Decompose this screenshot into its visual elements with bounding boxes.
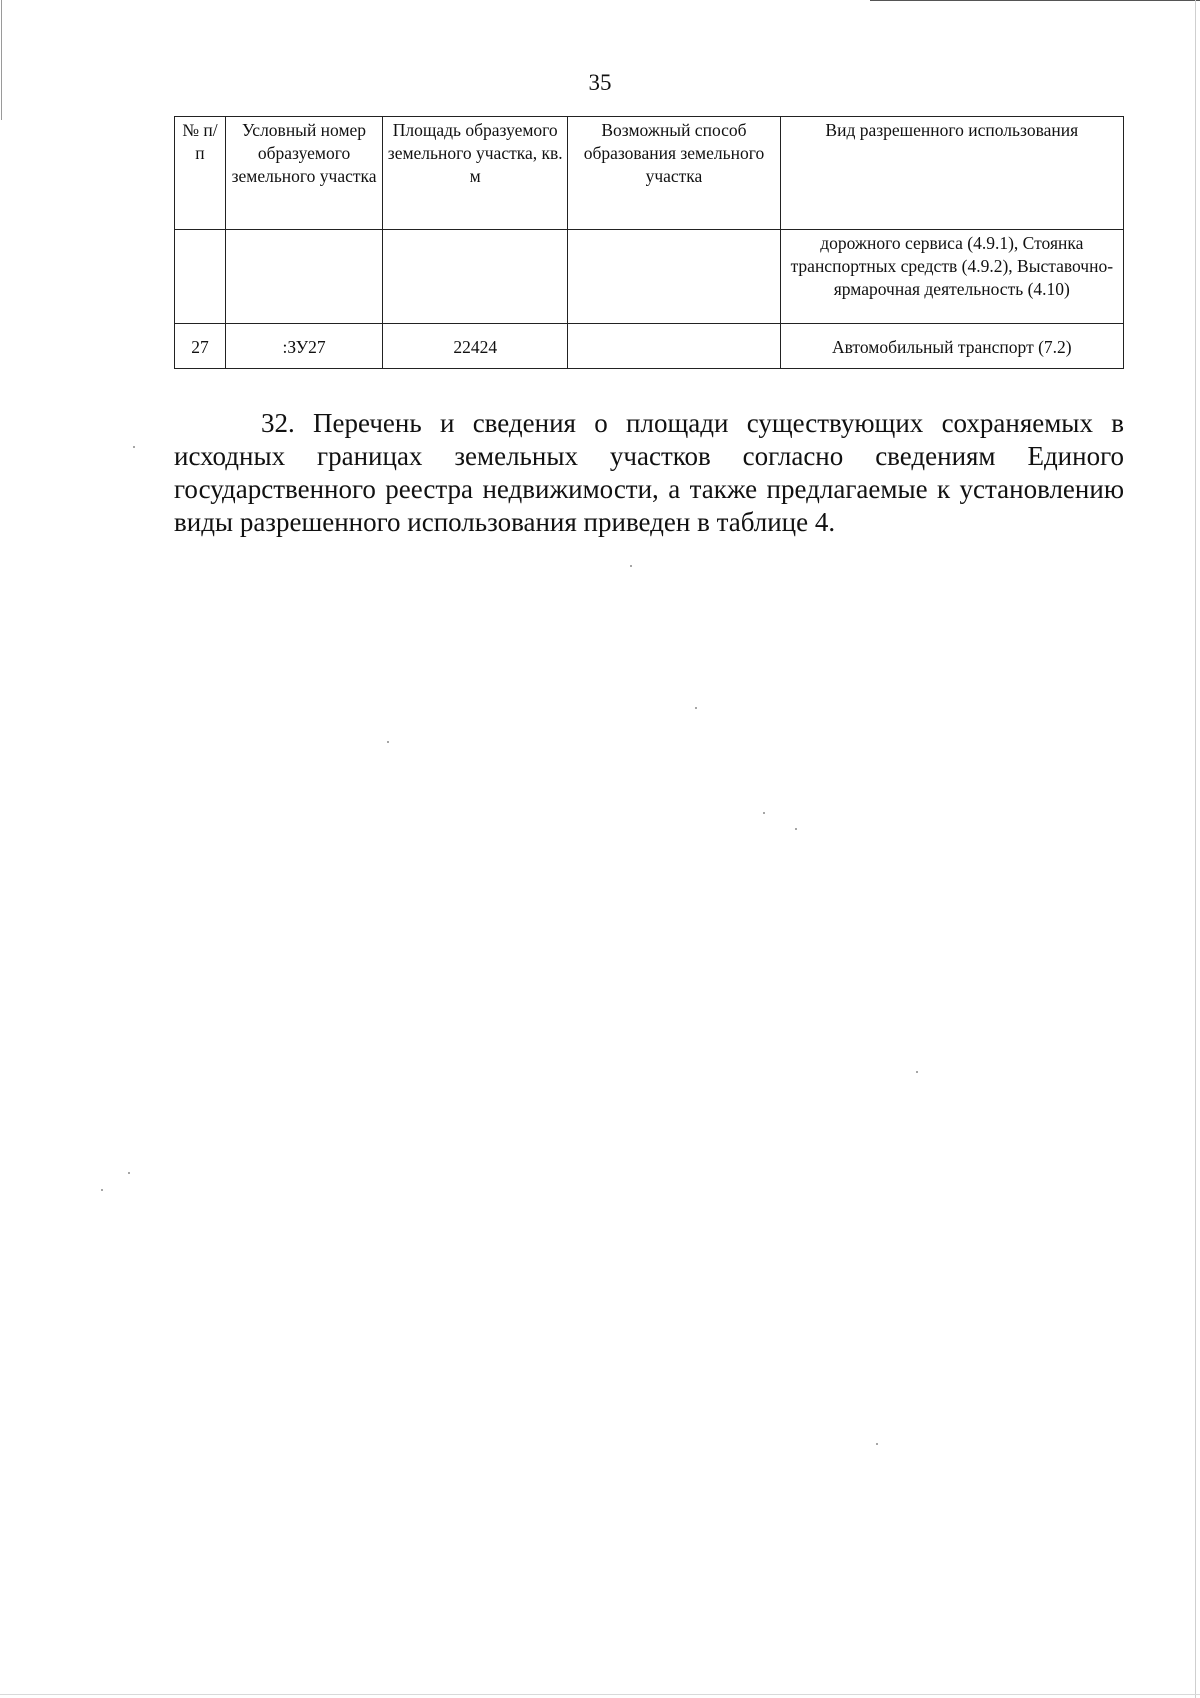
cell-parcel-area bbox=[383, 230, 568, 324]
table-row bbox=[175, 230, 1124, 324]
cell-parcel-number: :ЗУ27 bbox=[225, 324, 382, 369]
scan-edge-top bbox=[870, 0, 1200, 1]
scan-speck bbox=[133, 446, 135, 448]
header-parcel-area: Площадь образуемого земельного участка, кв. м bbox=[383, 117, 568, 230]
scan-speck bbox=[101, 1189, 103, 1191]
scan-speck bbox=[128, 1172, 130, 1174]
cell-permitted-use: дорожного сервиса (4.9.1), Стоянка транспортных средств (4.9.2), Выставочно-ярмарочная деятельность (4.10) bbox=[780, 230, 1123, 324]
cell-parcel-number bbox=[225, 230, 382, 324]
cell-formation-method bbox=[568, 324, 780, 369]
page-number: 35 bbox=[588, 70, 612, 95]
scan-speck bbox=[916, 1071, 918, 1073]
scan-edge-bottom bbox=[0, 1694, 1200, 1695]
cell-row-number: 27 bbox=[175, 324, 226, 369]
scan-speck bbox=[763, 812, 765, 814]
scan-speck bbox=[387, 741, 389, 743]
body-paragraph: 32. Перечень и сведения о площади существующих сохраняемых в исходных границах земельных участков согласно сведениям Единого государственного реестра недвижимости, а также предлагаемые к установлению виды разрешенного использования приведен в таблице 4. bbox=[174, 408, 1124, 537]
scan-speck bbox=[630, 565, 632, 567]
header-parcel-number: Условный номер образуемого земельного участка bbox=[225, 117, 382, 230]
scan-edge-left bbox=[1, 0, 2, 120]
land-parcels-table bbox=[174, 116, 1124, 369]
scan-speck bbox=[795, 828, 797, 830]
header-permitted-use: Вид разрешенного использования bbox=[780, 117, 1123, 230]
cell-parcel-area: 22424 bbox=[383, 324, 568, 369]
table-header-row bbox=[175, 117, 1124, 230]
cell-formation-method bbox=[568, 230, 780, 324]
cell-permitted-use: Автомобильный транспорт (7.2) bbox=[780, 324, 1123, 369]
scan-edge-right bbox=[1195, 0, 1196, 1698]
header-formation-method: Возможный способ образования земельного участка bbox=[568, 117, 780, 230]
table-row bbox=[175, 324, 1124, 369]
cell-row-number bbox=[175, 230, 226, 324]
scan-speck bbox=[695, 707, 697, 709]
scan-speck bbox=[876, 1443, 878, 1445]
header-row-number: № п/п bbox=[175, 117, 226, 230]
